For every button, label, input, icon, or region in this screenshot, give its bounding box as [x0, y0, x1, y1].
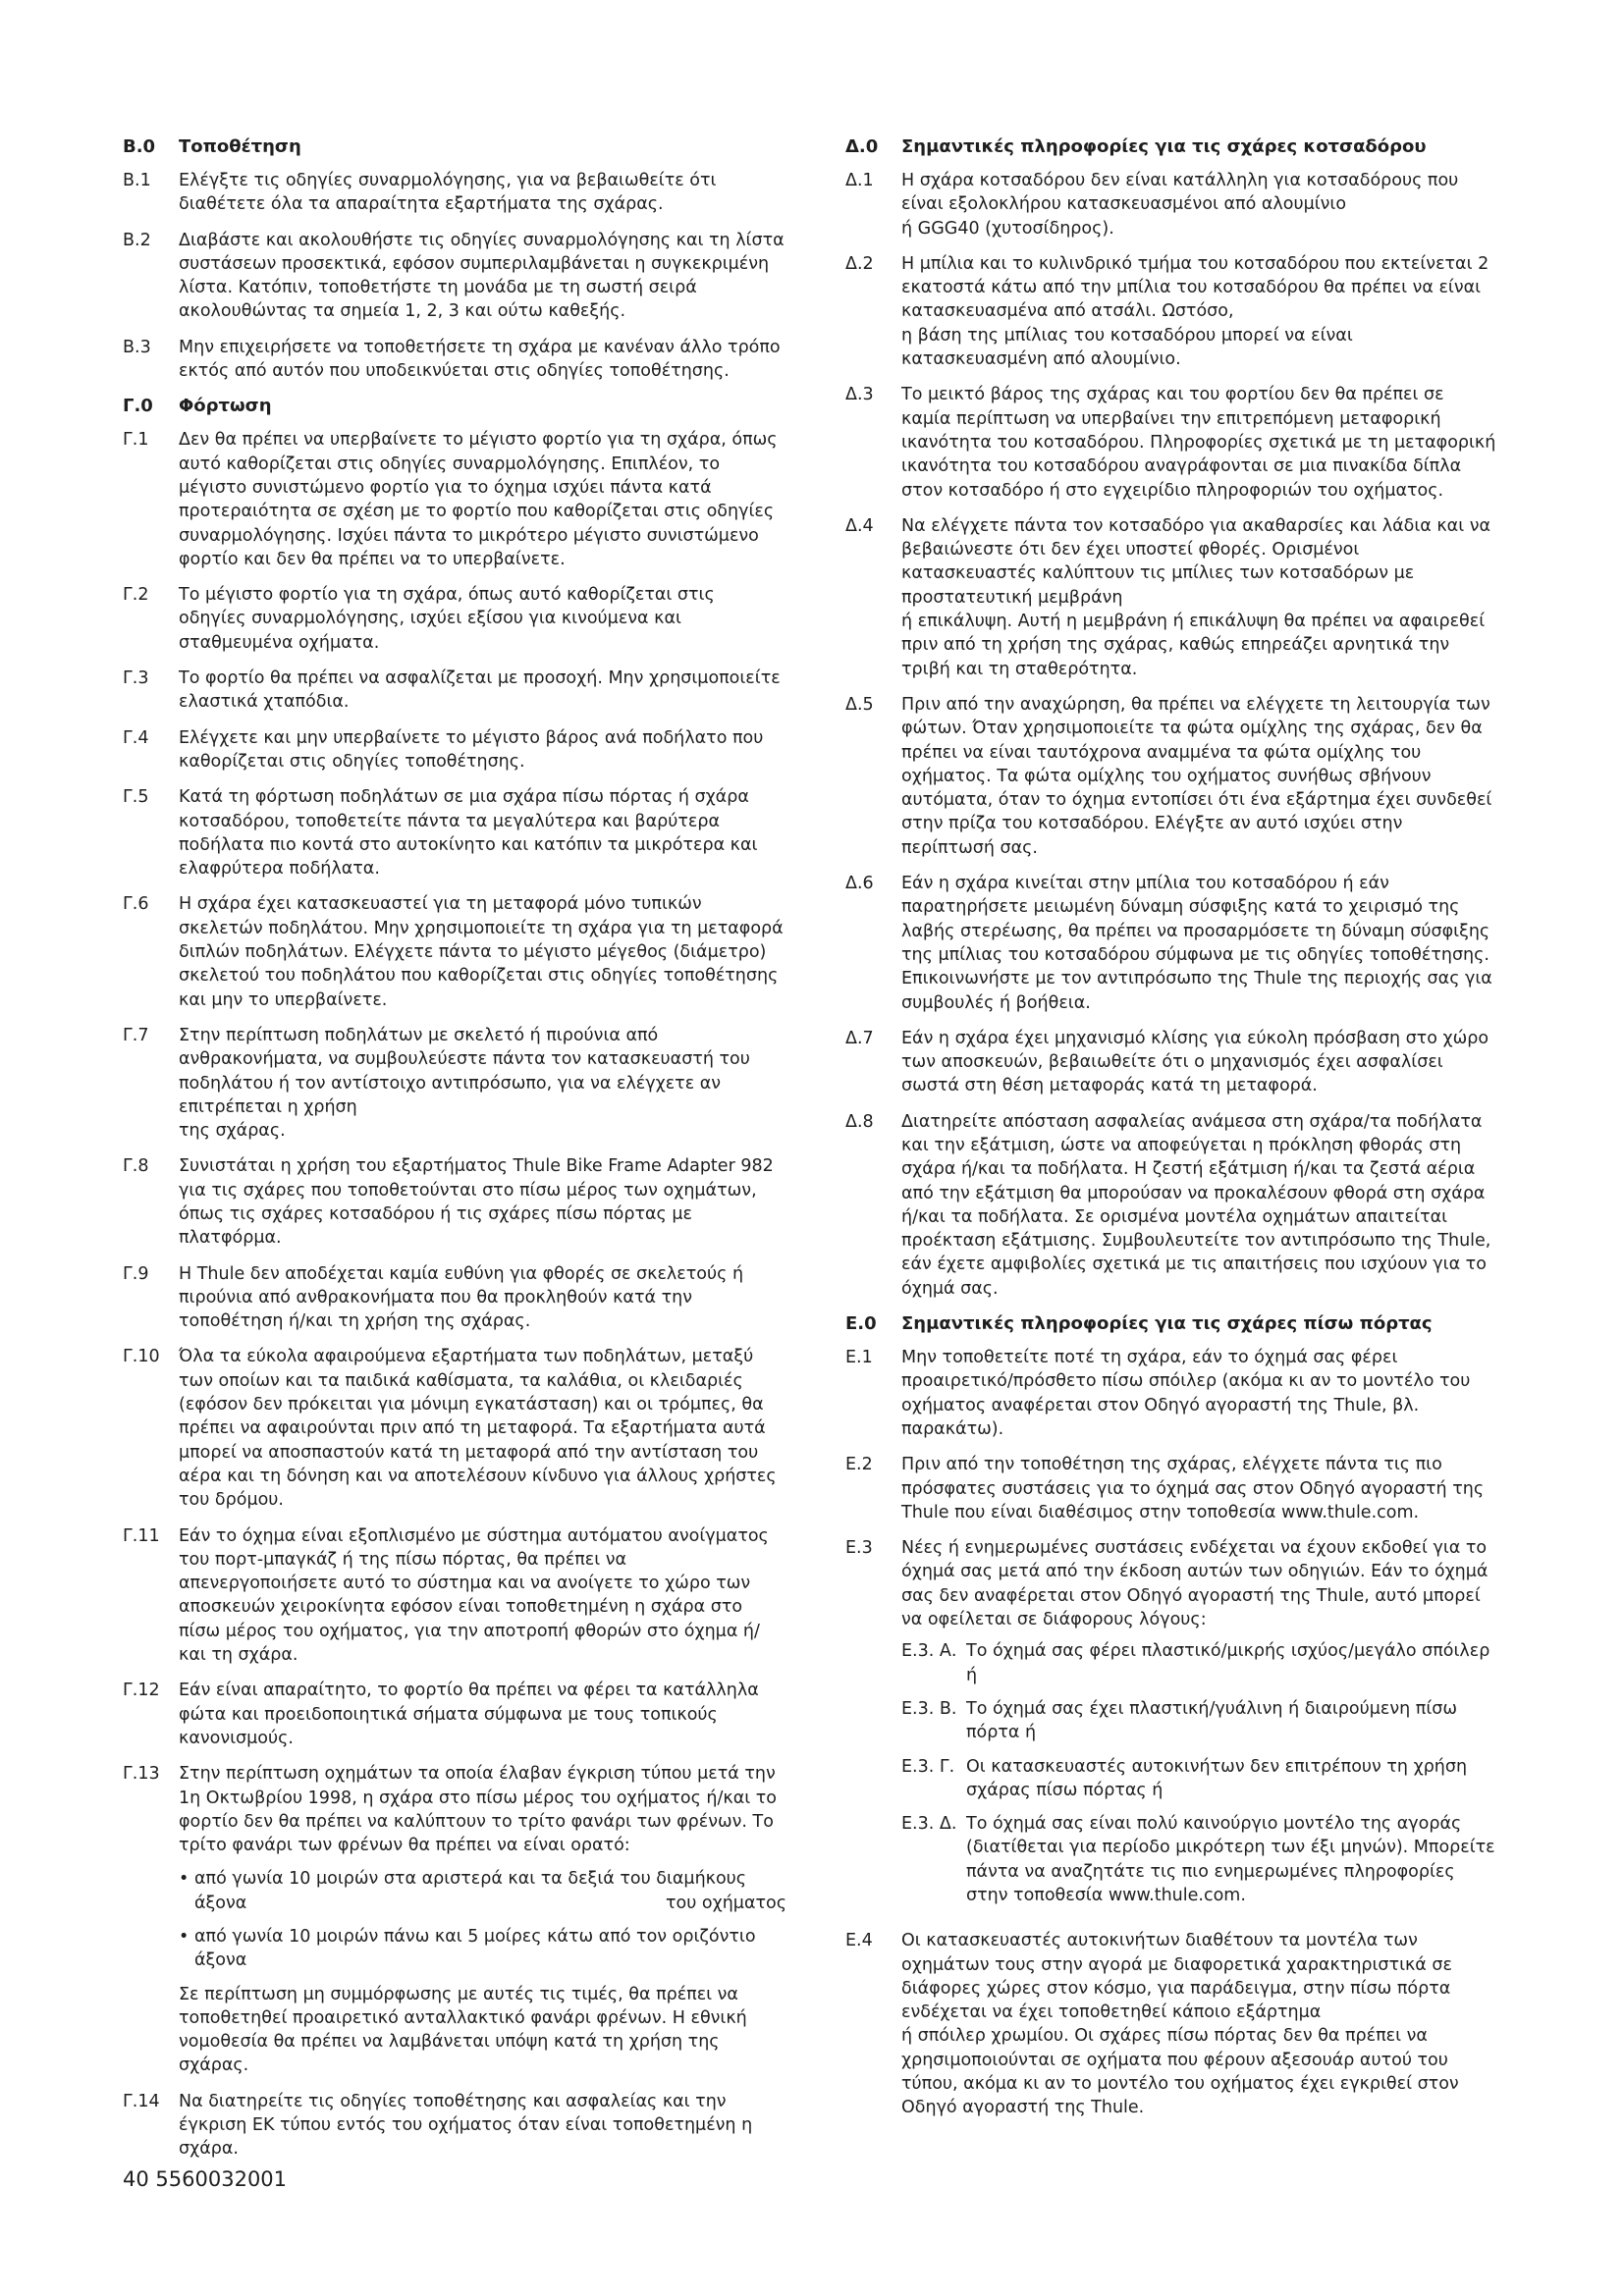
- item-text: Ελέγχετε και μην υπερβαίνετε το μέγιστο βάρος ανά ποδήλατο που καθορίζεται στις οδηγίες τοποθέτησης.: [179, 727, 764, 772]
- item-body: [179, 1345, 786, 1512]
- section-title: Σημαντικές πληροφορίες για τις σχάρες κοτσαδόρου: [901, 136, 1427, 157]
- item-number: Γ.1: [123, 430, 149, 451]
- item-number: Δ.5: [845, 694, 874, 715]
- item-body: [901, 1929, 1497, 2119]
- list-item: [845, 169, 1497, 240]
- item-number: Δ.2: [845, 253, 874, 274]
- item-body: [901, 169, 1497, 240]
- sub-item: [901, 1812, 1497, 1907]
- section-title: Σημαντικές πληροφορίες για τις σχάρες πίσω πόρτας: [901, 1313, 1433, 1335]
- item-text: Η μπίλια και το κυλινδρικό τμήμα του κοτσαδόρου που εκτείνεται 2 εκατοστά κάτω από την μπίλια του κοτσαδόρου θα πρέπει να είναι κατασκευασμένα από ατσάλι. Ωστόσο,: [901, 253, 1489, 322]
- sub-item-text: Το όχημά σας φέρει πλαστικό/μικρής ισχύος/μεγάλο σπόιλερ ή: [966, 1641, 1490, 1685]
- item-text-continued: ή σπόιλερ χρωμίου. Οι σχάρες πίσω πόρτας δεν θα πρέπει να χρησιμοποιούνται σε οχήματα που φέρουν αξεσουάρ αυτού του τύπου, ακόμα κι αν το μοντέλο του οχήματος έχει εγκριθεί στον Οδηγό αγοραστή της Thule.: [901, 2026, 1459, 2118]
- section-number: B.0: [123, 136, 156, 157]
- item-number: Γ.9: [123, 1263, 149, 1284]
- item-body: [179, 583, 786, 655]
- list-item: [123, 2090, 786, 2162]
- item-body: [901, 514, 1497, 681]
- item-body: [179, 1679, 786, 1750]
- item-number: Γ.10: [123, 1347, 160, 1367]
- list-item: [123, 229, 786, 324]
- item-text: Το μεικτό βάρος της σχάρας και του φορτίου δεν θα πρέπει σε καμία περίπτωση να υπερβαίνει την επιτρεπόμενη μεταφορική ικανότητα του κοτσαδόρου. Πληροφορίες σχετικά με τη μεταφορική ικανότητα του κοτσαδόρου αναγράφονται σε μια πινακίδα δίπλα στον κοτσαδόρο ή στο εγχειρίδιο πληροφοριών του οχήματος.: [901, 385, 1496, 501]
- section-number: Γ.0: [123, 396, 153, 417]
- item-body: [179, 785, 786, 881]
- item-text: Η Thule δεν αποδέχεται καμία ευθύνη για φθορές σε σκελετούς ή πιρούνια από ανθρακονήματα που θα προκληθούν κατά την τοποθέτηση ή/και τη χρήση της σχάρας.: [179, 1263, 744, 1332]
- section-title: Τοποθέτηση: [179, 136, 301, 157]
- list-item: [845, 1346, 1497, 1441]
- item-body: [179, 1262, 786, 1334]
- sub-item-text: Το όχημά σας έχει πλαστική/γυάλινη ή διαιρούμενη πίσω πόρτα ή: [966, 1698, 1457, 1743]
- item-number: Γ.8: [123, 1156, 149, 1177]
- list-item: [845, 872, 1497, 1015]
- list-item: [123, 726, 786, 774]
- item-text: Να ελέγχετε πάντα τον κοτσαδόρο για ακαθαρσίες και λάδια και να βεβαιώνεστε ότι δεν έχει υποστεί φθορές. Ορισμένοι κατασκευαστές καλύπτουν τις μπίλιες των κοτσαδόρων με προστατευτική μεμβράνη: [901, 515, 1490, 608]
- item-number: Γ.11: [123, 1525, 160, 1546]
- item-text-continued: ή επικάλυψη. Αυτή η μεμβράνη ή επικάλυψη θα πρέπει να αφαιρεθεί πριν από τη χρήση της σχάρας, καθώς επηρεάζει αρνητικά την τριβή και τη σταθερότητα.: [901, 612, 1486, 679]
- item-text: Διαβάστε και ακολουθήστε τις οδηγίες συναρμολόγησης και τη λίστα συστάσεων προσεκτικά, εφόσον συμπεριλαμβάνεται η συγκεκριμένη λίστα. Κατόπιν, τοποθετήστε τη μονάδα με τη σωστή σειρά ακολουθώντας τα σημεία 1, 2, 3 και ούτω καθεξής.: [179, 230, 785, 322]
- right-column: [845, 135, 1497, 2132]
- item-text-continued: ή GGG40 (χυτοσίδηρος).: [901, 218, 1114, 239]
- sub-item: [901, 1697, 1497, 1745]
- item-body: [901, 872, 1497, 1015]
- item-text: Όλα τα εύκολα αφαιρούμενα εξαρτήματα των ποδηλάτων, μεταξύ των οποίων και τα παιδικά καθίσματα, τα καλάθια, οι κλειδαριές (εφόσον δεν πρόκειται για μόνιμη εγκατάσταση) και οι τρόμπες, θα πρέπει να αφαιρούνται πριν από τη μεταφορά. Τα εξαρτήματα αυτά μπορεί να αποσπαστούν κατά τη μεταφορά από την αντίσταση του αέρα και τη δόνηση και να αποτελέσουν κίνδυνο για άλλους χρήστες του δρόμου.: [179, 1347, 777, 1511]
- item-number: Γ.4: [123, 727, 149, 748]
- list-item: [123, 169, 786, 217]
- item-number: Γ.2: [123, 585, 149, 606]
- section-title: Φόρτωση: [179, 396, 272, 417]
- sub-item-number: Ε.3. Δ.: [901, 1814, 957, 1835]
- item-text: Εάν η σχάρα κινείται στην μπίλια του κοτσαδόρου ή εάν παρατηρήσετε μειωμένη δύναμη σύσφιξης κατά το χειρισμό της λαβής στερέωσης, θα πρέπει να προσαρμόσετε τη δύναμη σύσφιξης της μπίλιας του κοτσαδόρου σύμφωνα με τις οδηγίες τοποθέτησης. Επικοινωνήστε με τον αντιπρόσωπο της Thule της περιοχής σας για συμβουλές ή βοήθεια.: [901, 874, 1492, 1013]
- item-text: Διατηρείτε απόσταση ασφαλείας ανάμεσα στη σχάρα/τα ποδήλατα και την εξάτμιση, ώστε να αποφεύγεται η πρόκληση φθοράς στη σχάρα ή/και τα ποδήλατα. Η ζεστή εξάτμιση ή/και τα ζεστά αέρια από την εξάτμιση θα μπορούσαν να προκαλέσουν φθορά στη σχάρα ή/και τα ποδήλατα. Σε ορισμένα μοντέλα οχημάτων απαιτείται προέκταση εξάτμισης. Συμβουλευτείτε τον αντιπρόσωπο της Thule, εάν έχετε αμφιβολίες σχετικά με τις απαιτήσεις που ισχύουν για το όχημά σας.: [901, 1111, 1491, 1299]
- item-text-note: Σε περίπτωση μη συμμόρφωσης με αυτές τις τιμές, θα πρέπει να τοποθετηθεί προαιρετικό ανταλλακτικό φανάρι φρένων. Η εθνική νομοθεσία θα πρέπει να λαμβάνεται υπόψη κατά τη χρήση της σχάρας.: [179, 1984, 747, 2076]
- item-text: Πριν από την τοποθέτηση της σχάρας, ελέγχετε πάντα τις πιο πρόσφατες συστάσεις για το όχημά σας στον Οδηγό αγοραστή της Thule που είναι διαθέσιμος στην τοποθεσία www.thule.com.: [901, 1455, 1485, 1522]
- item-text: Μην επιχειρήσετε να τοποθετήσετε τη σχάρα με κανέναν άλλο τρόπο εκτός από αυτόν που υποδεικνύεται στις οδηγίες τοποθέτησης.: [179, 337, 781, 382]
- item-body: [179, 726, 786, 774]
- bullet-icon: •: [179, 1869, 189, 1890]
- item-number: Δ.7: [845, 1028, 874, 1048]
- item-body: [179, 667, 786, 715]
- item-text: Πριν από την αναχώρηση, θα πρέπει να ελέγχετε τη λειτουργία των φώτων. Όταν χρησιμοποιείτε τα φώτα ομίχλης της σχάρας, δεν θα πρέπει να είναι ταυτόχρονα αναμμένα τα φώτα ομίχλης του οχήματος. Τα φώτα ομίχλης του οχήματος συνήθως σβήνουν αυτόματα, όταν το όχημα εντοπίσει ότι ένα εξάρτημα έχει συνδεθεί στην πρίζα του κοτσαδόρου. Ελέγξτε αν αυτό ισχύει στην περίπτωσή σας.: [901, 694, 1492, 858]
- item-text: Εάν η σχάρα έχει μηχανισμό κλίσης για εύκολη πρόσβαση στο χώρο των αποσκευών, βεβαιωθείτε ότι ο μηχανισμός έχει ασφαλίσει σωστά στη θέση μεταφοράς κατά τη μεταφορά.: [901, 1028, 1489, 1096]
- list-item: [845, 1027, 1497, 1098]
- item-number: Ε.2: [845, 1455, 873, 1475]
- list-item: [123, 1345, 786, 1512]
- sub-item: [901, 1639, 1497, 1687]
- item-number: Ε.1: [845, 1348, 873, 1368]
- list-item: [845, 1536, 1497, 1917]
- item-body: [179, 428, 786, 571]
- item-number: Γ.7: [123, 1025, 149, 1045]
- item-text: Νέες ή ενημερωμένες συστάσεις ενδέχεται να έχουν εκδοθεί για το όχημά σας μετά από την έκδοση αυτών των οδηγιών. Εάν το όχημά σας δεν αναφέρεται στον Οδηγό αγοραστή της Thule, αυτό μπορεί να οφείλεται σε διάφορους λόγους:: [901, 1538, 1489, 1630]
- item-body: [901, 1027, 1497, 1098]
- item-number: Ε.3: [845, 1538, 873, 1559]
- document-number: 5560032001: [155, 2167, 288, 2191]
- item-body: [179, 1154, 786, 1250]
- page-footer: [123, 2166, 287, 2192]
- item-number: Γ.3: [123, 668, 149, 689]
- item-body: [901, 1453, 1497, 1524]
- item-text-continued: η βάση της μπίλιας του κοτσαδόρου μπορεί να είναι κατασκευασμένη από αλουμίνιο.: [901, 325, 1353, 370]
- page-number: 40: [123, 2167, 149, 2191]
- list-item: [123, 1024, 786, 1143]
- item-text: Εάν είναι απαραίτητο, το φορτίο θα πρέπει να φέρει τα κατάλληλα φώτα και προειδοποιητικά σήματα σύμφωνα με τους τοπικούς κανονισμούς.: [179, 1681, 759, 1748]
- item-text: Στην περίπτωση ποδηλάτων με σκελετό ή πιρούνια από ανθρακονήματα, να συμβουλεύεστε πάντα τον κατασκευαστή του ποδηλάτου ή τον αντίστοιχο αντιπρόσωπο, για να ελέγχετε αν επιτρέπεται η χρήση: [179, 1025, 750, 1117]
- item-text: Κατά τη φόρτωση ποδηλάτων σε μια σχάρα πίσω πόρτας ή σχάρα κοτσαδόρου, τοποθετείτε πάντα τα μεγαλύτερα και βαρύτερα ποδήλατα πιο κοντά στο αυτοκίνητο και κατόπιν τα μικρότερα και ελαφρύτερα ποδήλατα.: [179, 787, 758, 880]
- item-body: [179, 2090, 786, 2162]
- section-heading: [123, 395, 786, 418]
- sub-item-number: Ε.3. Γ.: [901, 1756, 955, 1777]
- item-body: [179, 1524, 786, 1668]
- item-body: [179, 169, 786, 217]
- item-number: Δ.1: [845, 171, 874, 190]
- section-number: Δ.0: [845, 136, 879, 157]
- item-number: Δ.4: [845, 515, 874, 536]
- item-number: Γ.5: [123, 787, 149, 808]
- bullet-icon: •: [179, 1927, 189, 1947]
- item-number: Γ.6: [123, 894, 149, 915]
- sub-item-number: Ε.3. Α.: [901, 1641, 957, 1662]
- bullet-text: από γωνία 10 μοιρών στα αριστερά και τα δεξιά του διαμήκους άξονα: [194, 1869, 747, 1913]
- item-body: [901, 383, 1497, 502]
- item-body: [179, 336, 786, 384]
- list-item: [123, 1762, 786, 2078]
- item-number: Δ.3: [845, 385, 874, 405]
- item-text-continued: της σχάρας.: [179, 1121, 286, 1142]
- list-item: [123, 785, 786, 881]
- item-text: Η σχάρα έχει κατασκευαστεί για τη μεταφορά μόνο τυπικών σκελετών ποδηλάτου. Μην χρησιμοποιείτε τη σχάρα για τη μεταφορά διπλών ποδηλάτων. Ελέγχετε πάντα το μέγιστο μέγεθος (διάμετρο) σκελετού του ποδηλάτου που καθορίζεται στις οδηγίες τοποθέτησης και μην το υπερβαίνετε.: [179, 894, 784, 1010]
- list-item: [123, 583, 786, 655]
- item-number: Γ.14: [123, 2091, 160, 2111]
- item-text: Να διατηρείτε τις οδηγίες τοποθέτησης και ασφαλείας και την έγκριση ΕΚ τύπου εντός του οχήματος όταν είναι τοποθετημένη η σχάρα.: [179, 2091, 753, 2160]
- item-body: [179, 1024, 786, 1143]
- item-number: Δ.8: [845, 1111, 874, 1132]
- list-item: [845, 693, 1497, 860]
- item-text: Δεν θα πρέπει να υπερβαίνετε το μέγιστο φορτίο για τη σχάρα, όπως αυτό καθορίζεται στις οδηγίες συναρμολόγησης. Επιπλέον, το μέγιστο συνιστώμενο φορτίο για το όχημα ισχύει πάντα κατά προτεραιότητα σε σχέση με το φορτίο που καθορίζεται στις οδηγίες συναρμολόγησης. Ισχύει πάντα το μικρότερο μέγιστο συνιστώμενο φορτίο και δεν θα πρέπει να το υπερβαίνετε.: [179, 430, 778, 569]
- bullet-item: [179, 1867, 786, 1915]
- list-item: [123, 892, 786, 1011]
- list-item: [845, 383, 1497, 502]
- item-number: B.3: [123, 337, 151, 357]
- item-text: Συνιστάται η χρήση του εξαρτήματος Thule Bike Frame Adapter 982 για τις σχάρες που τοποθετούνται στο πίσω μέρος των οχημάτων, όπως τις σχάρες κοτσαδόρου ή τις σχάρες πίσω πόρτας με πλατφόρμα.: [179, 1156, 774, 1249]
- list-item: [123, 1154, 786, 1250]
- list-item: [845, 1453, 1497, 1524]
- sub-item-number: Ε.3. Β.: [901, 1698, 957, 1719]
- item-text: Ελέγξτε τις οδηγίες συναρμολόγησης, για να βεβαιωθείτε ότι διαθέτετε όλα τα απαραίτητα εξαρτήματα της σχάρας.: [179, 171, 717, 215]
- item-number: Ε.4: [845, 1931, 873, 1951]
- item-text: Το μέγιστο φορτίο για τη σχάρα, όπως αυτό καθορίζεται στις οδηγίες συναρμολόγησης, ισχύει εξίσου για κινούμενα και σταθμευμένα οχήματα.: [179, 585, 715, 653]
- bullet-body: [194, 1925, 786, 1973]
- item-number: Γ.13: [123, 1764, 160, 1785]
- section-heading: [123, 135, 786, 159]
- list-item: [845, 1110, 1497, 1301]
- item-body: [901, 1110, 1497, 1301]
- bullet-text-continued: του οχήματος: [665, 1893, 786, 1913]
- list-item: [123, 1262, 786, 1334]
- item-text: Στην περίπτωση οχημάτων τα οποία έλαβαν έγκριση τύπου μετά την 1η Οκτωβρίου 1998, η σχάρα στο πίσω μέρος του οχήματος ή/και το φορτίο δεν θα πρέπει να καλύπτουν το τρίτο φανάρι των φρένων. Το τρίτο φανάρι των φρένων θα πρέπει να είναι ορατό:: [179, 1764, 777, 1856]
- item-body: [179, 229, 786, 324]
- item-body: [901, 252, 1497, 371]
- item-text: Μην τοποθετείτε ποτέ τη σχάρα, εάν το όχημά σας φέρει προαιρετικό/πρόσθετο πίσω σπόιλερ (ακόμα κι αν το μοντέλο του οχήματος αναφέρεται στον Οδηγό αγοραστή της Thule, βλ. παρακάτω).: [901, 1348, 1471, 1439]
- item-number: Δ.6: [845, 874, 874, 894]
- section-number: Ε.0: [845, 1313, 877, 1335]
- section-heading: [845, 1312, 1497, 1336]
- list-item: [845, 252, 1497, 371]
- item-body: [901, 1346, 1497, 1441]
- item-body: [179, 1762, 786, 2078]
- list-item: [123, 1524, 786, 1668]
- item-text: Εάν το όχημα είναι εξοπλισμένο με σύστημα αυτόματου ανοίγματος του πορτ-μπαγκάζ ή της πίσω πόρτας, θα πρέπει να απενεργοποιήσετε αυτό το σύστημα και να ανοίγετε το χώρο των αποσκευών χειροκίνητα εφόσον είναι τοποθετημένη η σχάρα στο πίσω μέρος του οχήματος, για την αποτροπή φθορών στο όχημα ή/και τη σχάρα.: [179, 1525, 769, 1666]
- sub-item-text: Το όχημά σας είναι πολύ καινούργιο μοντέλο της αγοράς (διατίθεται για περίοδο μικρότερη των έξι μηνών). Μπορείτε πάντα να αναζητάτε τις πιο ενημερωμένες πληροφορίες στην τοποθεσία www.thule.com.: [966, 1814, 1495, 1905]
- bullet-text: από γωνία 10 μοιρών πάνω και 5 μοίρες κάτω από τον οριζόντιο άξονα: [194, 1927, 756, 1971]
- item-text: Το φορτίο θα πρέπει να ασφαλίζεται με προσοχή. Μην χρησιμοποιείτε ελαστικά χταπόδια.: [179, 668, 781, 713]
- item-text: Η σχάρα κοτσαδόρου δεν είναι κατάλληλη για κοτσαδόρους που είναι εξολοκλήρου κατασκευασμένοι από αλουμίνιο: [901, 171, 1459, 215]
- item-body: [901, 1536, 1497, 1917]
- section-heading: [845, 135, 1497, 159]
- bullet-body: [194, 1867, 786, 1915]
- sub-item-text: Οι κατασκευαστές αυτοκινήτων δεν επιτρέπουν τη χρήση σχάρας πίσω πόρτας ή: [966, 1756, 1468, 1800]
- item-text: Οι κατασκευαστές αυτοκινήτων διαθέτουν τα μοντέλα των οχημάτων τους στην αγορά με διαφορετικά χαρακτηριστικά σε διάφορες χώρες στον κόσμο, για παράδειγμα, στην πίσω πόρτα ενδέχεται να έχει τοποθετηθεί κάποιο εξάρτημα: [901, 1931, 1452, 2023]
- list-item: [845, 1929, 1497, 2119]
- list-item: [123, 667, 786, 715]
- item-body: [901, 693, 1497, 860]
- list-item: [123, 1679, 786, 1750]
- left-column: [123, 135, 786, 2173]
- list-item: [123, 336, 786, 384]
- sub-item: [901, 1755, 1497, 1803]
- item-body: [179, 892, 786, 1011]
- item-number: B.1: [123, 171, 151, 190]
- bullet-item: [179, 1925, 786, 1973]
- item-number: B.2: [123, 230, 151, 250]
- item-number: Γ.12: [123, 1681, 160, 1701]
- list-item: [845, 514, 1497, 681]
- list-item: [123, 428, 786, 571]
